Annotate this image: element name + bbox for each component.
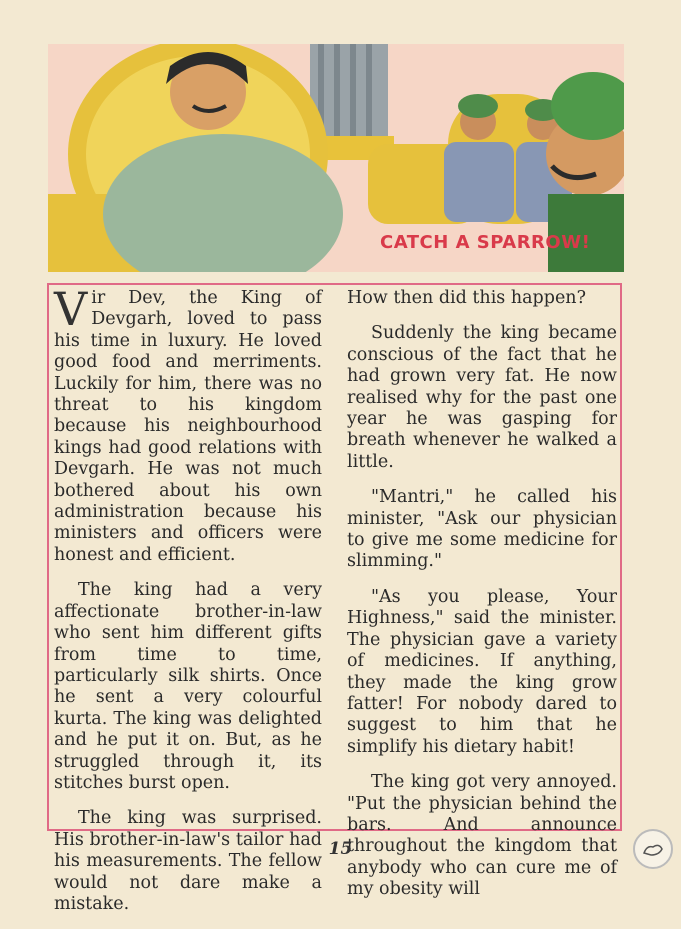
paragraph: The king got very annoyed. "Put the physician behind the bars. And announce throughout the kingdom that anybody who can cure me of my obesity will — [347, 772, 617, 900]
paragraph: "Mantri," he called his minister, "Ask our physician to give me some medicine for slimming." — [347, 487, 617, 572]
paragraph: "As you please, Your Highness," said the minister. The physician gave a variety of medicines. If anything, they made the king grow fatter! For nobody dared to suggest to him that he simplify his dietary habit! — [347, 586, 617, 757]
scan-watermark-logo — [633, 829, 673, 869]
paragraph: How then did this happen? — [347, 288, 586, 308]
drop-cap: V — [54, 282, 88, 336]
left-column — [54, 282, 322, 929]
hand-icon — [641, 839, 665, 859]
story-title: CATCH A SPARROW! — [380, 232, 591, 253]
paragraph: Suddenly the king became conscious of the fact that he had grown very fat. He now realised why for the past one year he was gasping for breath whenever he walked a little. — [347, 323, 617, 472]
paragraph: The king had a very affectionate brother-in-law who sent him different gifts from time to time, particularly silk shirts. Once he sent a very colourful kurta. The king was delighted and he put it on. But, as he struggled through it, its stitches burst open. — [54, 580, 322, 793]
paragraph: The king was surprised. His brother-in-law's tailor had his measurements. The fellow would not dare make a mistake. — [54, 808, 322, 914]
paragraph: Vir Dev, the King of Devgarh, loved to pass his time in luxury. He loved good food and merriments. Luckily for him, there was no threat to his kingdom because his neighbourhood kings had good relations with Devgarh. He was not much bothered about his own administration because his ministers and officers were honest and efficient. — [54, 282, 322, 565]
page-number: 15 — [328, 839, 353, 859]
right-column — [347, 288, 617, 915]
